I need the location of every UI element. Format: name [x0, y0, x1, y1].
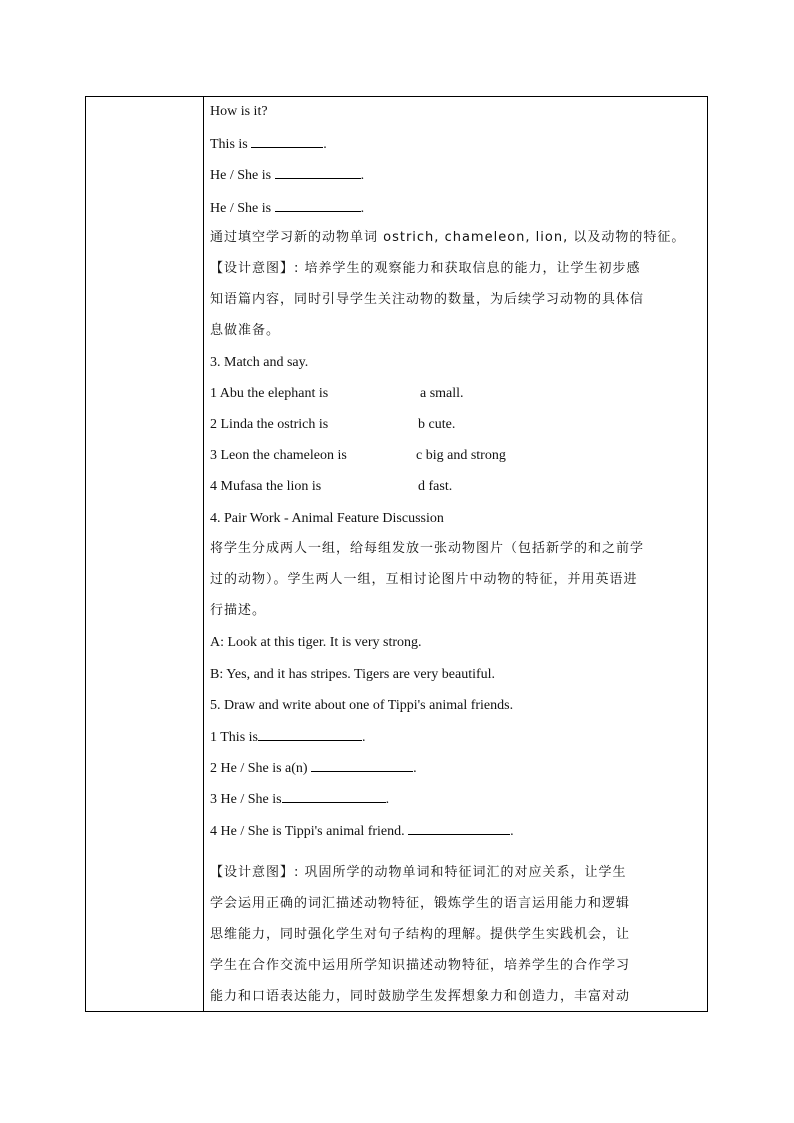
blank: [275, 199, 361, 212]
design-intent-2-line-5: 能力和口语表达能力，同时鼓励学生发挥想象力和创造力，丰富对动: [210, 989, 631, 1004]
match-left-2: 2 Linda the ostrich is: [210, 417, 329, 432]
design-intent-1-line-3: 息做准备。: [210, 323, 281, 338]
blank: [311, 759, 413, 772]
intro-text: 通过填空学习新的动物单词 ostrich, chameleon, lion, 以及动物的特征。: [210, 230, 686, 245]
pair-work-title: 4. Pair Work - Animal Feature Discussion: [210, 511, 444, 526]
draw-line-3-text: 3 He / She is: [210, 792, 282, 807]
draw-line-4-text: 4 He / She is Tippi's animal friend.: [210, 824, 405, 839]
table-left-column: [86, 97, 204, 1011]
fill-line-this-is-text: This is: [210, 137, 248, 152]
dialogue-a: A: Look at this tiger. It is very strong.: [210, 635, 422, 650]
design-intent-1-line-2: 知语篇内容，同时引导学生关注动物的数量，为后续学习动物的具体信: [210, 292, 645, 307]
design-intent-2-line-1: 【设计意图】: 巩固所学的动物单词和特征词汇的对应关系，让学生: [210, 865, 627, 880]
design-intent-2-line-3: 思维能力，同时强化学生对句子结构的理解。提供学生实践机会，让: [210, 927, 631, 942]
pair-work-desc-line-1: 将学生分成两人一组，给每组发放一张动物图片（包括新学的和之前学: [210, 541, 645, 556]
question-how-is-it: How is it?: [210, 104, 268, 119]
draw-line-1-text: 1 This is: [210, 730, 258, 745]
match-right-a: a small.: [420, 386, 464, 401]
lesson-table: [85, 96, 708, 1012]
table-right-column: [204, 97, 707, 1011]
pair-work-desc-line-2: 过的动物）。学生两人一组，互相讨论图片中动物的特征，并用英语进: [210, 572, 638, 587]
fill-line-he-she-1-text: He / She is: [210, 168, 272, 183]
draw-line-3: 3 He / She is .: [210, 792, 390, 807]
match-left-1: 1 Abu the elephant is: [210, 386, 329, 401]
design-intent-2-line-4: 学生在合作交流中运用所学知识描述动物特征，培养学生的合作学习: [210, 958, 631, 973]
dialogue-b: B: Yes, and it has stripes. Tigers are very beautiful.: [210, 667, 496, 682]
design-intent-1-line-1: 【设计意图】: 培养学生的观察能力和获取信息的能力，让学生初步感: [210, 261, 641, 276]
fill-line-he-she-1: He / She is .: [210, 168, 365, 183]
match-left-3: 3 Leon the chameleon is: [210, 448, 347, 463]
fill-line-he-she-2-text: He / She is: [210, 201, 272, 216]
design-intent-2-line-2: 学会运用正确的词汇描述动物特征，锻炼学生的语言运用能力和逻辑: [210, 896, 631, 911]
fill-line-this-is: This is .: [210, 137, 327, 152]
match-right-c: c big and strong: [416, 448, 506, 463]
draw-write-title: 5. Draw and write about one of Tippi's animal friends.: [210, 698, 514, 713]
pair-work-desc-line-3: 行描述。: [210, 603, 267, 618]
match-right-b: b cute.: [418, 417, 456, 432]
fill-line-he-she-2: He / She is .: [210, 201, 365, 216]
blank: [282, 790, 386, 803]
draw-line-4: 4 He / She is Tippi's animal friend. .: [210, 824, 514, 839]
blank: [275, 166, 361, 179]
match-left-4: 4 Mufasa the lion is: [210, 479, 322, 494]
match-title: 3. Match and say.: [210, 355, 309, 370]
blank: [408, 822, 510, 835]
blank: [258, 728, 362, 741]
blank: [251, 135, 323, 148]
draw-line-2: 2 He / She is a(n) .: [210, 761, 417, 776]
match-right-d: d fast.: [418, 479, 453, 494]
draw-line-1: 1 This is .: [210, 730, 366, 745]
draw-line-2-text: 2 He / She is a(n): [210, 761, 308, 776]
